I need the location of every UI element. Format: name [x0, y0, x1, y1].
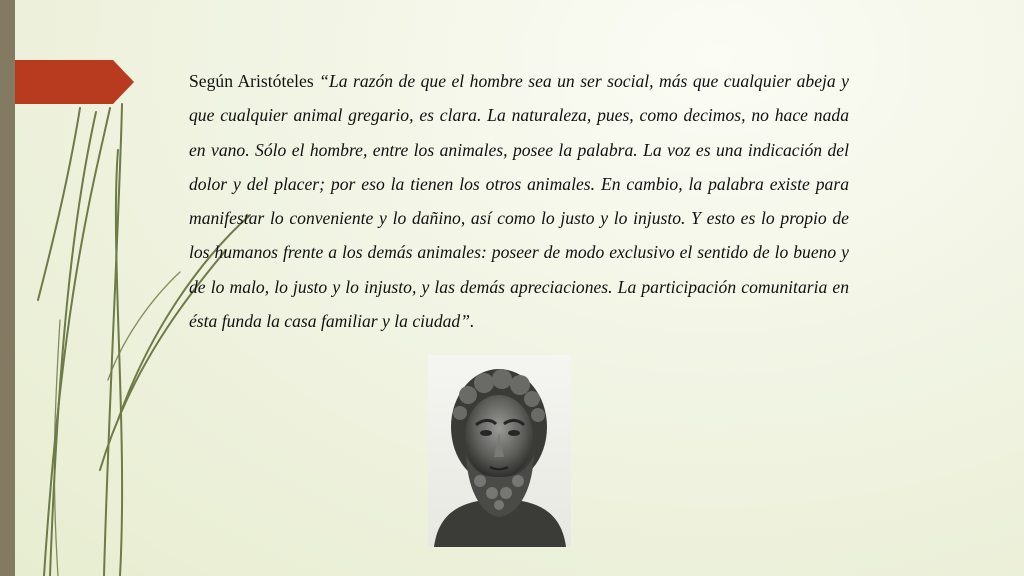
quote-author-intro: Según Aristóteles	[189, 71, 320, 91]
aristotle-quote	[189, 64, 849, 338]
aristotle-bust-image	[428, 355, 571, 547]
left-sidebar-bar	[0, 0, 15, 576]
quote-text: “La razón de que el hombre sea un ser social, más que cualquier abeja y que cualquier animal gregario, es clara. La naturaleza, pues, como decimos, no hace nada en vano. Sólo el hombre, entre los animales, posee la palabra. La voz es una indicación del dolor y del placer; por eso la tienen los otros animales. En cambio, la palabra existe para manifestar lo conveniente y lo dañino, así como lo justo y lo injusto. Y esto es lo propio de los humanos frente a los demás animales: poseer de modo exclusivo el sentido de lo bueno y de lo malo, lo justo y lo injusto, y las demás apreciaciones. La participación comunitaria en ésta funda la casa familiar y la ciudad”.	[189, 71, 849, 332]
